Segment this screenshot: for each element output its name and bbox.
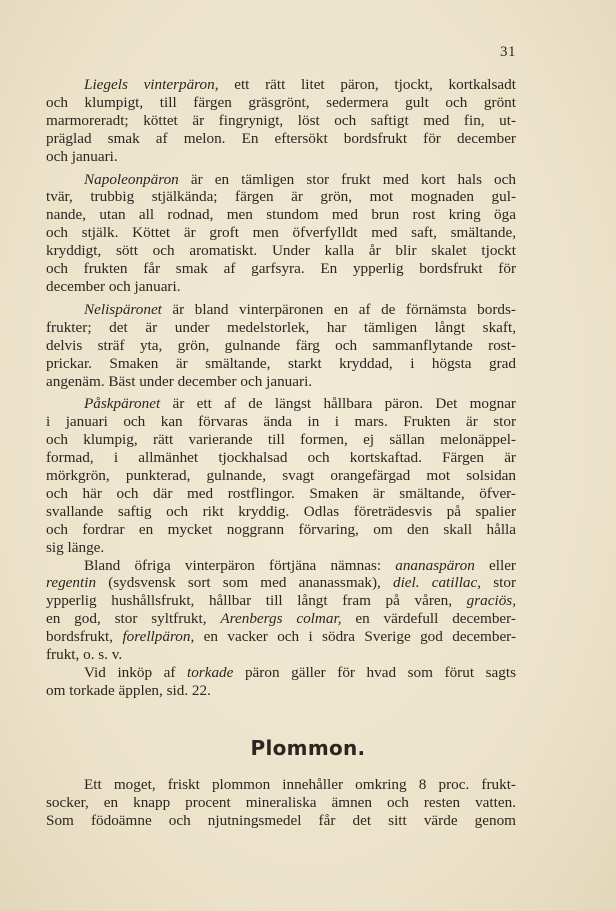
text-line xyxy=(46,76,516,94)
italic-term: Napoleonpäron xyxy=(84,170,179,188)
text-run: marmoreradt; köttet är fingrynigt, löst och saftigt med fin, ut- xyxy=(46,111,516,129)
text-line xyxy=(46,776,516,794)
paragraph xyxy=(46,664,516,700)
italic-term: torkade xyxy=(186,664,234,681)
text-run: päron gäller för hvad som förut sagts xyxy=(233,664,516,681)
text-run: är ett af de längst hållbara päron. Det mognar xyxy=(160,395,516,413)
text-line xyxy=(46,395,516,413)
italic-term: diel. catillac, xyxy=(392,574,482,592)
text-run: om torkade äpplen, sid. 22. xyxy=(46,681,211,699)
text-line xyxy=(46,112,516,130)
text-run: frukt, o. s. v. xyxy=(46,646,123,664)
text-run: bordsfrukt, xyxy=(46,628,123,646)
text-line xyxy=(46,610,516,628)
text-line xyxy=(46,188,516,206)
text-run: ett rätt litet päron, tjockt, kortkalsadt xyxy=(218,76,516,93)
text-run: stor xyxy=(481,574,516,592)
paragraph xyxy=(46,395,516,556)
text-run: en vacker och i södra Sverige god december- xyxy=(194,628,516,646)
text-line xyxy=(46,646,516,664)
text-line xyxy=(46,467,516,485)
italic-term: regentin xyxy=(46,574,97,592)
text-line xyxy=(46,301,516,319)
text-line xyxy=(46,628,516,646)
text-line xyxy=(46,431,516,449)
text-run: kryddigt, sött och aromatiskt. Under kalla år blir skalet tjockt xyxy=(46,242,516,260)
text-run: delvis sträf yta, grön, gulnande färg och sammanflytande rost- xyxy=(46,336,516,354)
italic-term: forellpäron, xyxy=(122,628,195,646)
text-run: är en tämligen stor frukt med kort hals och xyxy=(178,170,516,188)
text-line xyxy=(46,278,516,296)
text-run: och januari. xyxy=(46,147,118,165)
text-run: tvär, trubbig stjälkända; färgen är grön, mot mognaden gul- xyxy=(46,188,516,206)
text-line xyxy=(46,148,516,166)
italic-term: graciös, xyxy=(466,592,516,610)
text-line xyxy=(46,242,516,260)
text-run: prickar. Smaken är smältande, starkt kryddad, i högsta grad xyxy=(46,354,516,372)
text-line xyxy=(46,224,516,242)
text-run: december och januari. xyxy=(46,277,181,295)
italic-term: Nelispäronet xyxy=(84,300,162,318)
text-line xyxy=(46,337,516,355)
text-run: en värdefull december- xyxy=(341,610,516,628)
text-line xyxy=(46,592,516,610)
text-run: sig länge. xyxy=(46,538,105,556)
text-run: ypperlig hushållsfrukt, hållbar till långt fram på våren, xyxy=(46,592,467,610)
italic-term: Liegels vinterpäron, xyxy=(84,76,219,93)
text-line xyxy=(46,130,516,148)
text-line xyxy=(46,485,516,503)
text-run: och klumpigt, till färgen gräsgrönt, sedermera gult och grönt xyxy=(46,93,516,111)
text-run: mörkgrön, punkterad, gulnande, svagt orangefärgad mot solsidan xyxy=(46,467,516,485)
text-run: eller xyxy=(474,556,516,574)
text-run: Bland öfriga vinterpäron förtjäna nämnas: xyxy=(84,556,396,574)
text-line xyxy=(46,503,516,521)
text-run: (sydsvensk sort som med ananassmak), xyxy=(96,574,393,592)
text-line xyxy=(46,319,516,337)
text-line xyxy=(46,682,516,700)
italic-term: ananaspäron xyxy=(395,556,475,574)
text-run: präglad smak af melon. En eftersökt bordsfrukt för december xyxy=(46,129,516,147)
text-line xyxy=(46,574,516,592)
paragraph xyxy=(46,301,516,391)
paragraph xyxy=(46,171,516,296)
text-line xyxy=(46,539,516,557)
text-line xyxy=(46,557,516,575)
text-line xyxy=(46,355,516,373)
text-line xyxy=(46,449,516,467)
text-run: i januari och kan förvaras ända in i mars. Frukten är stor xyxy=(46,413,516,431)
text-line xyxy=(46,206,516,224)
italic-term: Arenbergs colmar, xyxy=(220,610,342,628)
text-line xyxy=(46,794,516,812)
text-run: och klumpig, rätt varierande till formen, ej sällan melonäppel- xyxy=(46,431,516,449)
text-run: svallande saftig och rikt kryddig. Odlas företrädesvis på spalier xyxy=(46,502,516,520)
text-run: är bland vinterpäronen en af de förnämsta bords- xyxy=(161,300,516,318)
text-run: och här och där med rostflingor. Smaken är smältande, öfver- xyxy=(46,484,516,502)
text-line xyxy=(46,521,516,539)
text-run: frukter; det är under medelstorlek, har tämligen långt skaft, xyxy=(46,318,516,336)
text-line xyxy=(46,373,516,391)
text-run: och frukten får smak af garfsyra. En ypperlig bordsfrukt för xyxy=(46,260,516,278)
text-run: nande, utan all rodnad, men stundom med brun rost kring öga xyxy=(46,206,516,224)
italic-term: Påskpäronet xyxy=(84,395,161,413)
text-line xyxy=(46,413,516,431)
section-heading: Plommon. xyxy=(250,736,366,760)
text-line xyxy=(46,260,516,278)
text-run: Som födoämne och njutningsmedel får det sitt värde genom xyxy=(46,811,516,829)
text-run: socker, en knapp procent mineraliska ämnen och resten vatten. xyxy=(46,793,516,811)
text-run: och stjälk. Köttet är groft men öfverfylldt med saft, smältande, xyxy=(46,224,516,242)
text-run: Vid inköp af xyxy=(84,664,187,681)
paragraph xyxy=(46,557,516,664)
body-text xyxy=(46,76,516,705)
section-body-text xyxy=(46,776,516,835)
text-line xyxy=(46,171,516,189)
text-run: Ett moget, friskt plommon innehåller omkring 8 proc. frukt- xyxy=(84,776,516,793)
paragraph xyxy=(46,776,516,830)
text-run: angenäm. Bäst under december och januari. xyxy=(46,372,313,390)
text-line xyxy=(46,664,516,682)
paragraph xyxy=(46,76,516,166)
text-run: en god, stor syltfrukt, xyxy=(46,610,221,628)
text-line xyxy=(46,94,516,112)
text-line xyxy=(46,812,516,830)
page-number: 31 xyxy=(500,44,516,60)
text-run: och fordrar en mycket noggrann förvaring, om den skall hålla xyxy=(46,520,516,538)
text-run: formad, i allmänhet tjockhalsad och kortskaftad. Färgen är xyxy=(46,449,516,467)
